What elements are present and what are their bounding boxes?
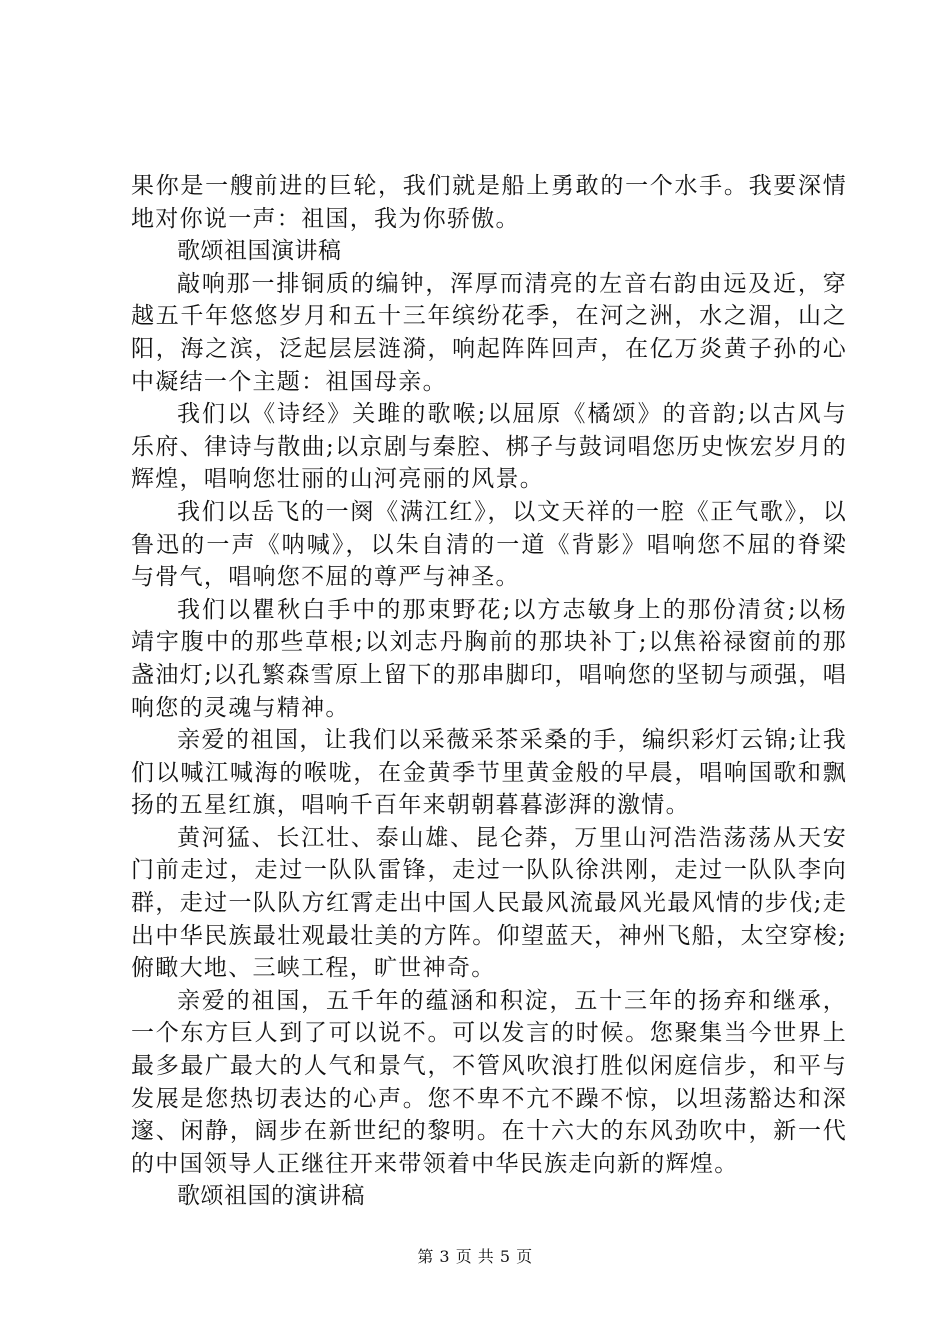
paragraph: 敲响那一排铜质的编钟，浑厚而清亮的左音右韵由远及近，穿越五千年悠悠岁月和五十三年缤纷花季，在河之洲，水之湄，山之阳，海之滨，泛起层层涟漪，响起阵阵回声，在亿万炎黄子孙的心中凝结一个主题：祖国母亲。	[131, 270, 847, 395]
paragraph-continued: 果你是一艘前进的巨轮，我们就是船上勇敢的一个水手。我要深情地对你说一声：祖国，我为你骄傲。	[131, 173, 847, 232]
document-body	[131, 170, 847, 1213]
section-heading: 歌颂祖国的演讲稿	[177, 1183, 365, 1210]
page-number-footer: 第 3 页 共 5 页	[417, 1247, 533, 1266]
paragraph: 我们以《诗经》关雎的歌喉;以屈原《橘颂》的音韵;以古风与乐府、律诗与散曲;以京剧与秦腔、梆子与鼓词唱您历史恢宏岁月的辉煌，唱响您壮丽的山河亮丽的风景。	[131, 401, 847, 493]
paragraph: 亲爱的祖国，让我们以采薇采茶采桑的手，编织彩灯云锦;让我们以喊江喊海的喉咙，在金黄季节里黄金般的早晨，唱响国歌和飘扬的五星红旗，唱响千百年来朝朝暮暮澎湃的激情。	[131, 727, 847, 819]
paragraph: 黄河猛、长江壮、泰山雄、昆仑莽，万里山河浩浩荡荡从天安门前走过，走过一队队雷锋，走过一队队徐洪刚，走过一队队李向群，走过一队队方红霄走出中国人民最风流最风光最风情的步伐;走出中华民族最壮观最壮美的方阵。仰望蓝天，神州飞船，太空穿梭;俯瞰大地、三峡工程，旷世神奇。	[131, 824, 847, 982]
section-heading: 歌颂祖国演讲稿	[177, 238, 342, 265]
paragraph: 我们以瞿秋白手中的那束野花;以方志敏身上的那份清贫;以杨靖宇腹中的那些草根;以刘志丹胸前的那块补丁;以焦裕禄窗前的那盏油灯;以孔繁森雪原上留下的那串脚印，唱响您的坚韧与顽强，唱响您的灵魂与精神。	[131, 596, 847, 721]
paragraph: 我们以岳飞的一阕《满江红》，以文天祥的一腔《正气歌》，以鲁迅的一声《呐喊》，以朱自清的一道《背影》唱响您不屈的脊梁与骨气，唱响您不屈的尊严与神圣。	[131, 498, 847, 591]
paragraph: 亲爱的祖国，五千年的蕴涵和积淀，五十三年的扬弃和继承，一个东方巨人到了可以说不。可以发言的时候。您聚集当今世界上最多最广最大的人气和景气，不管风吹浪打胜似闲庭信步，和平与发展是您热切表达的心声。您不卑不亢不躁不惊，以坦荡豁达和深邃、闲静，阔步在新世纪的黎明。在十六大的东风劲吹中，新一代的中国领导人正继往开来带领着中华民族走向新的辉煌。	[131, 987, 847, 1177]
